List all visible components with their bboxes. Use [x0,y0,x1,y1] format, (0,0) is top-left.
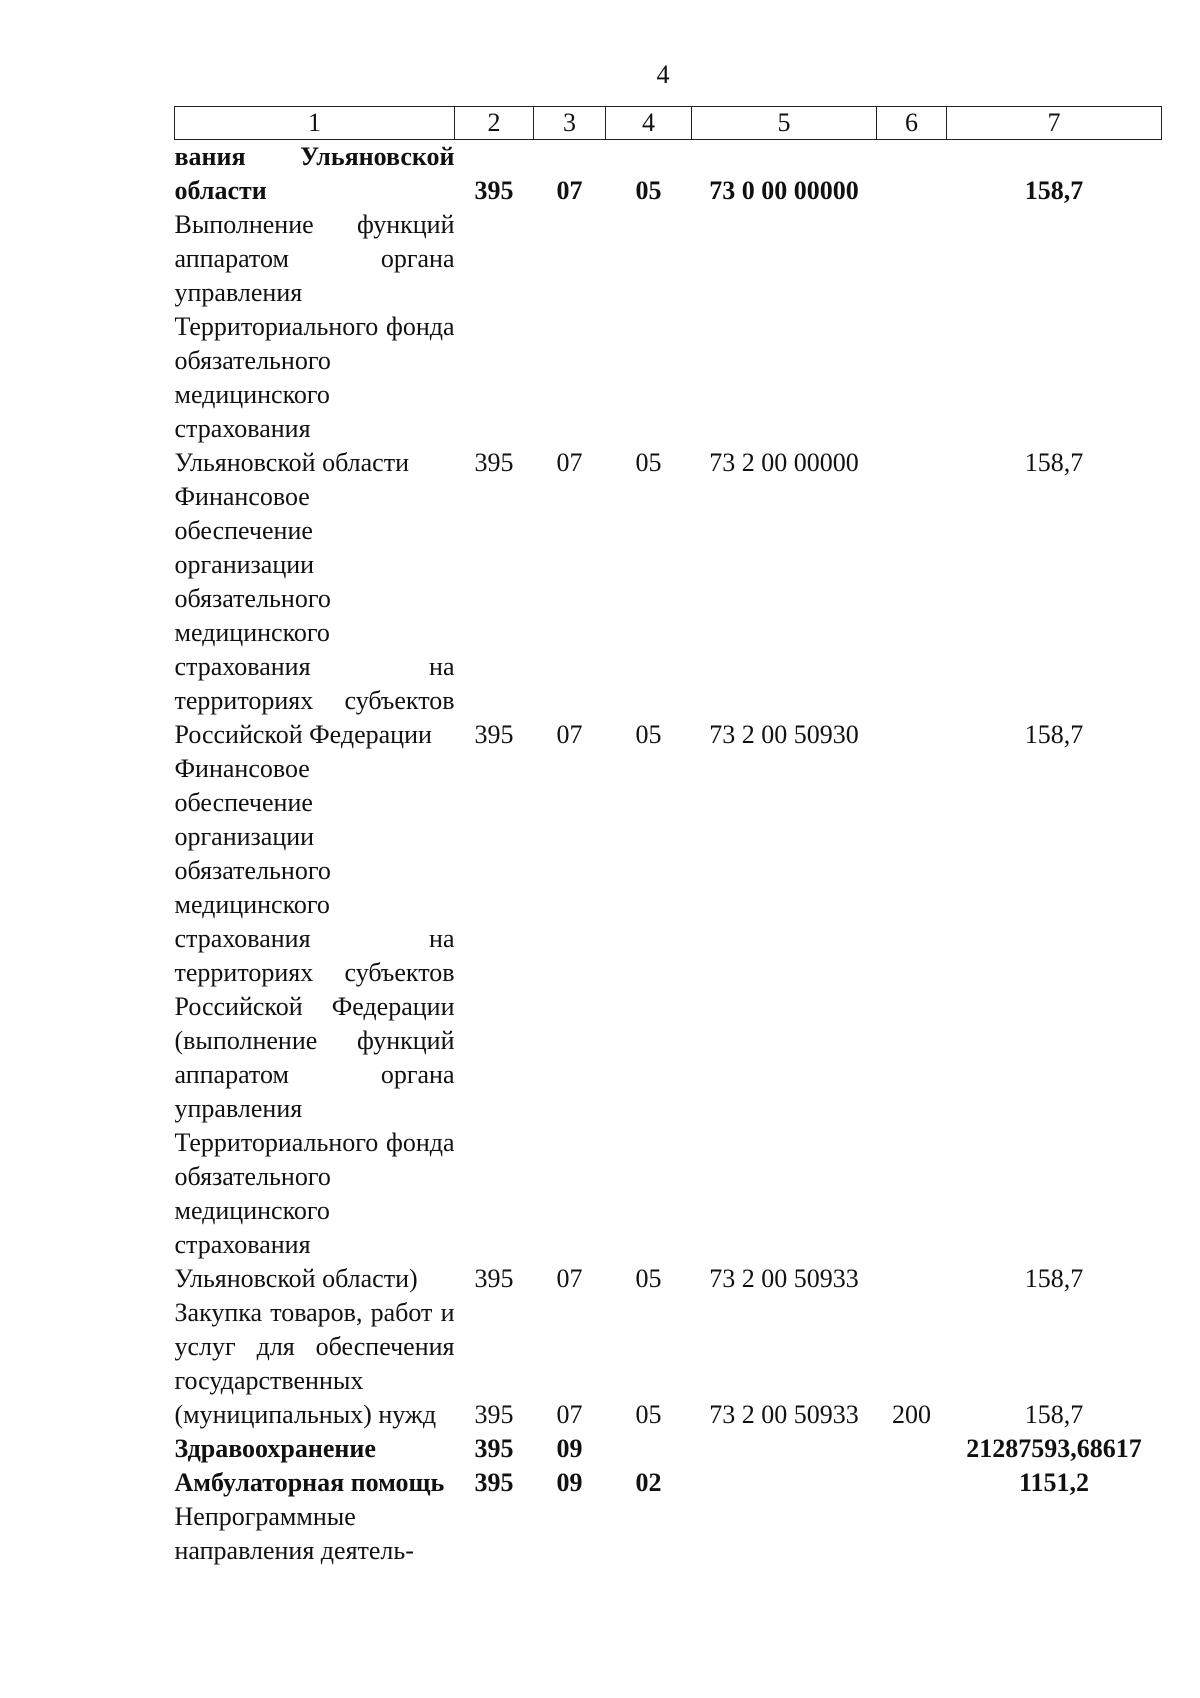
cell-code-2: 395 [474,720,514,749]
header-col-6: 6 [877,107,947,140]
cell-amount: 158,7 [1024,1264,1084,1293]
cell-name: Непрограммные направления деятель- [174,1502,414,1565]
cell-code-4: 05 [635,1400,662,1429]
cell-code-3: 07 [556,1264,583,1293]
cell-code-5 [692,1432,877,1466]
cell-code-6 [877,1432,947,1466]
cell-code-6: 200 [892,1400,931,1429]
cell-code-3: 07 [556,1400,583,1429]
table-row [175,1466,1162,1500]
cell-code-6 [877,1500,947,1568]
cell-code-4: 05 [635,448,662,477]
table-row [175,1432,1162,1466]
cell-amount: 158,7 [1024,1400,1084,1429]
cell-code-5: 73 2 00 50933 [709,1264,859,1293]
cell-code-5 [692,1466,877,1500]
cell-code-2: 395 [474,1264,514,1293]
cell-name: Финансовое обеспечение организации обязательного медицинского страхования на территориях субъектов Российской Федерации [174,482,455,749]
table-row [175,1500,1162,1568]
cell-amount: 158,7 [1024,176,1084,205]
cell-code-6 [877,480,947,752]
cell-code-4 [606,1500,692,1568]
cell-amount: 158,7 [1024,720,1084,749]
cell-code-3 [534,1500,606,1568]
cell-amount: 158,7 [1024,448,1084,477]
cell-code-3: 07 [556,720,583,749]
cell-code-6 [877,140,947,209]
header-col-3: 3 [534,107,606,140]
header-col-2: 2 [455,107,534,140]
header-col-5: 5 [692,107,877,140]
cell-name: Закупка товаров, работ и услуг для обеспечения государственных (муниципальных) нужд [174,1298,455,1429]
cell-code-2: 395 [474,1434,514,1463]
cell-code-4: 05 [635,1264,662,1293]
cell-name: вания Ульяновской области [174,142,455,205]
cell-code-6 [877,1466,947,1500]
cell-amount [947,1500,1162,1568]
table-row [175,1296,1162,1432]
budget-table [174,106,1162,1568]
cell-amount: 21287593,68617 [966,1434,1142,1463]
cell-code-4: 05 [635,720,662,749]
cell-code-6 [877,752,947,1296]
cell-code-3: 07 [556,176,583,205]
cell-code-2: 395 [474,1468,514,1497]
cell-code-2: 395 [474,448,514,477]
cell-amount: 1151,2 [1018,1468,1090,1497]
cell-code-2: 395 [474,176,514,205]
cell-name: Амбулаторная помощь [174,1468,445,1497]
header-col-1: 1 [175,107,455,140]
cell-name: Выполнение функций аппаратом органа управления Территориального фонда обязательного медицинского страхования Ульяновской области [174,210,455,477]
page-number: 4 [656,60,670,89]
cell-code-4: 05 [635,176,662,205]
cell-code-3: 09 [556,1434,583,1463]
cell-code-5 [692,1500,877,1568]
cell-code-5: 73 2 00 00000 [709,448,859,477]
cell-code-3: 09 [556,1468,583,1497]
cell-code-5: 73 0 00 00000 [709,176,859,205]
cell-code-5: 73 2 00 50933 [709,1400,859,1429]
cell-code-5: 73 2 00 50930 [709,720,859,749]
cell-code-4 [606,1432,692,1466]
cell-name: Финансовое обеспечение организации обязательного медицинского страхования на территориях субъектов Российской Федерации (выполнение функций аппаратом органа управления Территориального фонда обязательного медицинского страхования Ульяновской области) [174,754,455,1293]
cell-code-3: 07 [556,448,583,477]
cell-code-2 [455,1500,534,1568]
cell-code-6 [877,208,947,480]
header-col-7: 7 [947,107,1162,140]
cell-code-4: 02 [635,1468,662,1497]
table-row [175,140,1162,209]
header-col-4: 4 [606,107,692,140]
table-row [175,208,1162,480]
header-row [175,107,1162,140]
cell-name: Здравоохранение [174,1434,376,1463]
table-row [175,752,1162,1296]
cell-code-2: 395 [474,1400,514,1429]
table-row [175,480,1162,752]
